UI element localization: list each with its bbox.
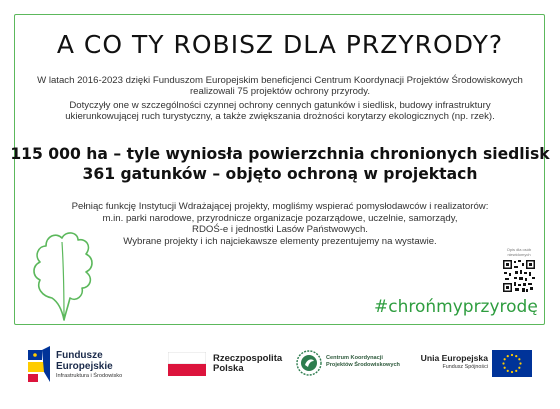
qr-code-block[interactable] — [502, 248, 536, 298]
hashtag: #chrońmyprzyrodę — [370, 297, 542, 317]
rp-logo-text: Rzeczpospolita Polska — [213, 353, 283, 374]
page-title: A CO TY ROBISZ DLA PRZYRODY? — [56, 30, 504, 59]
sponsor-logos-bar — [0, 340, 560, 390]
eu-star-icon — [515, 355, 517, 357]
fe-logo-text: Fundusze Europejskie Infrastruktura i Środowisko — [56, 350, 123, 379]
ckps-logo-text: Centrum Koordynacji Projektów Środowiskowych — [326, 355, 400, 368]
support-line: RDOŚ-e i jednostki Lasów Państwowych. — [192, 224, 368, 236]
ckps-logo-icon — [296, 350, 322, 376]
eu-star-icon — [518, 367, 520, 369]
stat-habitats: 115 000 ha – tyle wyniosła powierzchnia chronionych siedlisk — [10, 145, 550, 163]
oak-leaf-icon — [28, 226, 100, 324]
intro-line: ukierunkowującej ruch turystyczny, a także zwiększania drożności korytarzy ekologicznych (np. rzek). — [65, 111, 495, 123]
eu-flag-icon — [492, 350, 532, 377]
eu-star-icon — [511, 371, 513, 373]
intro-line: Dotyczyły one w szczególności czynnej ochrony cennych gatunków i siedlisk, budowy infrastruktury — [69, 99, 491, 111]
eu-star-icon — [507, 370, 509, 372]
qr-caption: Opis dla osób niewidomych — [506, 247, 532, 257]
eu-star-icon — [502, 362, 504, 364]
eu-star-icon — [511, 354, 513, 356]
support-line: Wybrane projekty i ich najciekawsze elementy prezentujemy na wystawie. — [123, 235, 437, 247]
fundusze-europejskie-logo-icon — [28, 346, 50, 382]
eu-star-icon — [515, 370, 517, 372]
eu-star-icon — [518, 358, 520, 360]
eu-star-icon — [504, 367, 506, 369]
qr-code-icon[interactable] — [502, 259, 536, 293]
ue-logo-text: Unia Europejska Fundusz Spójności — [420, 353, 488, 370]
support-line: Pełniąc funkcję Instytucji Wdrażającej projekty, mogliśmy wspierać pomysłodawców i realizatorów: — [71, 201, 489, 212]
support-line: m.in. parki narodowe, przyrodnicze organizacje pozarządowe, uczelnie, samorządy, — [102, 212, 458, 224]
support-text — [30, 201, 530, 247]
intro-text — [30, 75, 530, 123]
polish-flag-icon — [168, 352, 206, 376]
intro-line: W latach 2016-2023 dzięki Funduszom Europejskim beneficjenci Centrum Koordynacji Projektów Środowiskowych — [37, 75, 523, 86]
headline-stats — [0, 144, 560, 184]
stat-species: 361 gatunków – objęto ochroną w projektach — [82, 165, 478, 183]
eu-star-icon — [519, 362, 521, 364]
eu-star-icon — [507, 355, 509, 357]
intro-line: realizowali 75 projektów ochrony przyrody. — [189, 86, 371, 98]
eu-star-icon — [504, 358, 506, 360]
